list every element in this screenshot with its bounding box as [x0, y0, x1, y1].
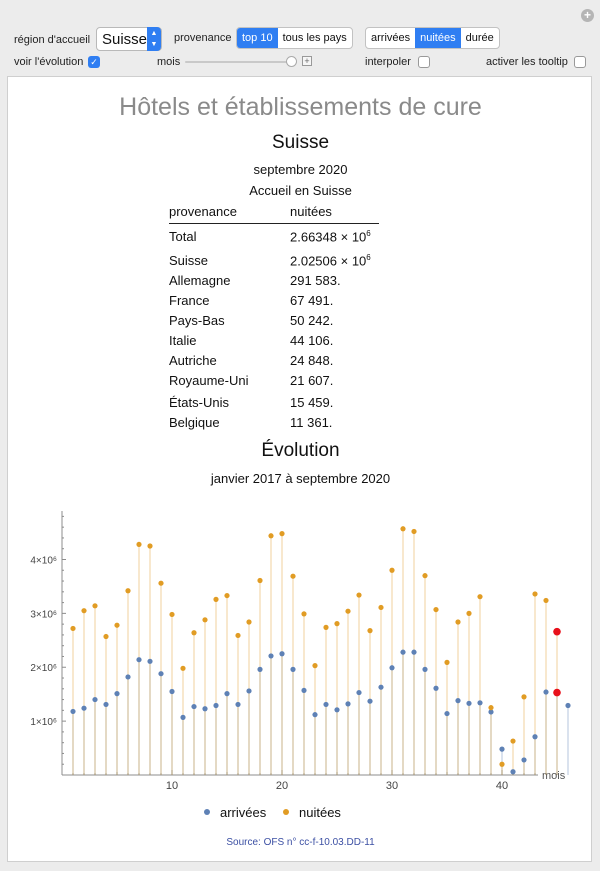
table-row: [169, 229, 399, 249]
nuitees-point: [488, 705, 493, 710]
table-row: [169, 395, 399, 415]
arrivees-point: [301, 688, 306, 693]
nuitees-point: [169, 612, 174, 617]
nuitees-point: [334, 621, 339, 626]
row-value: 291 583.: [290, 273, 341, 288]
arrivees-point: [444, 711, 449, 716]
arrivees-point: [290, 667, 295, 672]
table-caption: Accueil en Suisse: [249, 183, 352, 198]
nuitees-point: [81, 608, 86, 613]
row-country: France: [169, 293, 210, 308]
row-country: Royaume-Uni: [169, 373, 249, 388]
table-row: [169, 415, 399, 435]
evolution-chart: [8, 497, 593, 797]
nuitees-point: [455, 619, 460, 624]
arrivees-point: [147, 659, 152, 664]
month-label: mois: [157, 56, 181, 68]
arrivees-point: [455, 698, 460, 703]
nuitees-point: [444, 660, 449, 665]
nuitees-point: [213, 597, 218, 602]
nuitees-point: [367, 628, 372, 633]
x-tick-label: 20: [275, 780, 289, 792]
row-value: 15 459.: [290, 395, 334, 410]
row-country: Suisse: [169, 253, 209, 268]
row-country: Pays-Bas: [169, 313, 225, 328]
arrivees-point: [180, 715, 185, 720]
row-country: Autriche: [169, 353, 217, 368]
arrivees-point: [312, 712, 317, 717]
nuitees-point: [114, 623, 119, 628]
arrivees-point: [268, 653, 273, 658]
arrivees-point: [169, 689, 174, 694]
row-value: 11 361.: [290, 415, 333, 430]
arrivees-point: [202, 706, 207, 711]
row-country: Belgique: [169, 415, 220, 430]
nuitees-point: [466, 611, 471, 616]
table-row: [169, 333, 399, 353]
tooltip-checkbox[interactable]: [574, 56, 586, 68]
arrivees-point: [235, 702, 240, 707]
region-select-value: Suisse: [102, 31, 148, 48]
nuitees-point: [147, 543, 152, 548]
legend-item-arrivees: [204, 805, 266, 820]
interpolate-checkbox[interactable]: [418, 56, 430, 68]
evolution-checkbox[interactable]: ✓: [88, 56, 100, 68]
arrivees-point: [389, 665, 394, 670]
nuitees-point: [235, 633, 240, 638]
row-value: 21 607.: [290, 373, 334, 388]
arrivees-point: [356, 690, 361, 695]
nuitees-point: [422, 573, 427, 578]
arrivees-point: [553, 689, 561, 697]
arrivees-point: [499, 747, 504, 752]
arrivees-point: [411, 650, 416, 655]
nuitees-point: [553, 628, 561, 636]
nuitees-point: [356, 592, 361, 597]
table-row: [169, 253, 399, 273]
provenance-all-option[interactable]: tous les pays: [282, 32, 347, 44]
nuitees-point: [103, 634, 108, 639]
table-row: [169, 313, 399, 333]
arrivees-point: [565, 703, 570, 708]
row-value: $2.66348 \times 10^6$: [290, 229, 371, 245]
nuitees-point: [202, 617, 207, 622]
arrivees-point: [257, 667, 262, 672]
table-row: [169, 373, 399, 393]
measure-toggle[interactable]: [365, 27, 500, 49]
nuitees-point: [532, 591, 537, 596]
provenance-top10-option[interactable]: top 10: [237, 28, 278, 48]
arrivees-point: [279, 651, 284, 656]
row-country: Allemagne: [169, 273, 231, 288]
arrivees-point: [158, 671, 163, 676]
tooltip-label: activer les tooltip: [486, 56, 568, 68]
arrivees-point: [224, 691, 229, 696]
arrivees-point: [191, 704, 196, 709]
provenance-label: provenance: [174, 32, 232, 44]
measure-duree-option[interactable]: durée: [465, 32, 494, 44]
x-tick-label: 40: [495, 780, 509, 792]
legend-label: arrivées: [220, 805, 267, 820]
nuitees-point: [510, 738, 515, 743]
select-arrows-icon: ▲ ▼: [147, 27, 161, 51]
region-title: Suisse: [271, 132, 330, 153]
legend-dot-icon: [204, 809, 210, 815]
arrivees-point: [114, 691, 119, 696]
slider-expand-icon[interactable]: +: [302, 56, 312, 66]
nuitees-point: [433, 607, 438, 612]
arrivees-point: [521, 757, 526, 762]
nuitees-point: [312, 663, 317, 668]
arrivees-point: [81, 706, 86, 711]
add-icon[interactable]: +: [581, 9, 594, 22]
nuitees-point: [191, 630, 196, 635]
arrivees-point: [400, 650, 405, 655]
row-value: 44 106.: [290, 333, 334, 348]
nuitees-point: [378, 605, 383, 610]
nuitees-point: [257, 578, 262, 583]
nuitees-point: [70, 626, 75, 631]
y-tick-label: 2×10⁶: [30, 663, 57, 675]
nuitees-point: [158, 581, 163, 586]
nuitees-point: [180, 666, 185, 671]
month-slider-knob[interactable]: [286, 56, 297, 67]
legend-dot-icon: [283, 809, 289, 815]
nuitees-point: [136, 542, 141, 547]
region-label: région d'accueil: [14, 34, 91, 46]
row-country: États-Unis: [169, 395, 229, 410]
arrivees-point: [510, 769, 515, 774]
interpolate-label: interpoler: [365, 56, 411, 68]
nuitees-point: [389, 568, 394, 573]
nuitees-point: [400, 526, 405, 531]
arrivees-point: [92, 697, 97, 702]
nuitees-point: [477, 594, 482, 599]
arrivees-point: [70, 709, 75, 714]
arrivees-point: [532, 734, 537, 739]
arrivees-point: [246, 688, 251, 693]
nuitees-point: [279, 531, 284, 536]
arrivees-point: [477, 700, 482, 705]
arrivees-point: [345, 701, 350, 706]
nuitees-point: [411, 529, 416, 534]
row-value: 50 242.: [290, 313, 334, 328]
table-row: [169, 293, 399, 313]
arrivees-point: [125, 674, 130, 679]
x-tick-label: 10: [165, 780, 179, 792]
arrivees-point: [103, 702, 108, 707]
x-tick-label: 30: [385, 780, 399, 792]
nuitees-point: [125, 588, 130, 593]
col-header-nuitees: nuitées: [290, 204, 332, 219]
nuitees-point: [246, 619, 251, 624]
evolution-title: Évolution: [261, 440, 340, 461]
measure-arrivees-option[interactable]: arrivées: [371, 32, 411, 44]
arrivees-point: [334, 707, 339, 712]
nuitees-point: [521, 694, 526, 699]
period-title: janvier 2017 à septembre 2020: [210, 471, 391, 486]
arrivees-point: [378, 685, 383, 690]
date-title: septembre 2020: [253, 162, 348, 177]
arrivees-point: [367, 699, 372, 704]
arrivees-point: [136, 657, 141, 662]
row-value: 24 848.: [290, 353, 334, 368]
nuitees-point: [224, 593, 229, 598]
nuitees-point: [323, 625, 328, 630]
x-axis-label: mois: [542, 770, 566, 782]
arrivees-point: [543, 689, 548, 694]
arrivees-point: [433, 686, 438, 691]
evolution-label: voir l'évolution: [14, 56, 84, 68]
measure-nuitees-option[interactable]: nuitées: [415, 28, 460, 48]
arrivees-point: [213, 703, 218, 708]
source-link[interactable]: Source: OFS n° cc-f-10.03.DD-11: [226, 837, 375, 848]
row-country: Italie: [169, 333, 197, 348]
region-select[interactable]: [96, 27, 162, 51]
row-value: $2.02506 \times 10^6$: [290, 253, 371, 269]
arrivees-point: [466, 701, 471, 706]
nuitees-point: [301, 611, 306, 616]
nuitees-point: [268, 533, 273, 538]
provenance-toggle[interactable]: [236, 27, 353, 49]
main-title: Hôtels et établissements de cure: [119, 93, 482, 121]
legend-label: nuitées: [299, 805, 341, 820]
y-tick-label: 4×10⁶: [30, 555, 57, 567]
row-country: Total: [169, 229, 197, 244]
arrivees-point: [323, 702, 328, 707]
table-row: [169, 273, 399, 293]
nuitees-point: [92, 603, 97, 608]
nuitees-point: [345, 609, 350, 614]
legend-item-nuitees: [283, 805, 341, 820]
y-tick-label: 3×10⁶: [30, 609, 57, 621]
row-value: 67 491.: [290, 293, 334, 308]
table-row: [169, 353, 399, 373]
month-slider-track[interactable]: [185, 61, 297, 63]
y-tick-label: 1×10⁶: [30, 717, 57, 729]
nuitees-point: [290, 574, 295, 579]
nuitees-point: [543, 598, 548, 603]
col-header-provenance: provenance: [169, 204, 237, 219]
arrivees-point: [422, 667, 427, 672]
nuitees-point: [499, 762, 504, 767]
output-panel: [7, 76, 592, 862]
table-divider: [169, 223, 379, 224]
